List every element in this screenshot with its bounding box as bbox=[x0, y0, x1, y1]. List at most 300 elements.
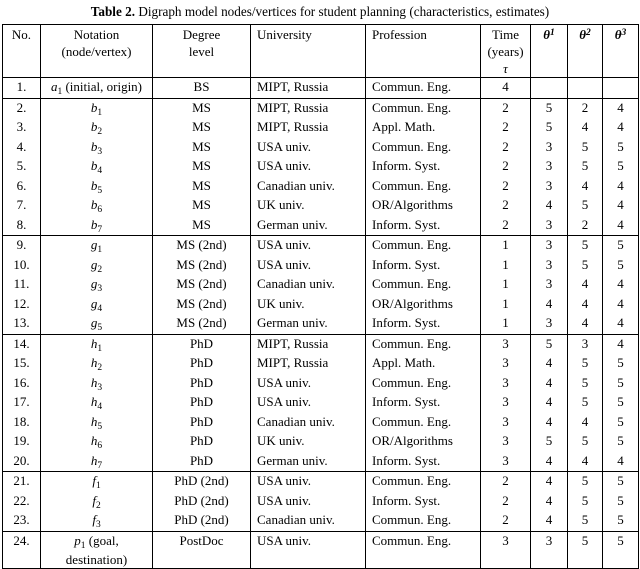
cell-degree-level: MS (2nd) bbox=[153, 236, 251, 256]
cell-time: 2 bbox=[481, 472, 531, 492]
cell-theta1: 4 bbox=[531, 413, 568, 433]
cell-profession: Inform. Syst. bbox=[366, 157, 481, 177]
cell-theta3: 4 bbox=[603, 275, 639, 295]
cell-theta1: 4 bbox=[531, 354, 568, 374]
cell-degree-level: PhD bbox=[153, 334, 251, 354]
cell-profession: Inform. Syst. bbox=[366, 256, 481, 276]
node-symbol: h bbox=[90, 433, 98, 448]
cell-degree-level: MS bbox=[153, 138, 251, 158]
cell-theta1: 3 bbox=[531, 216, 568, 236]
node-subscript: 2 bbox=[95, 500, 101, 511]
cell-no: 10. bbox=[3, 256, 41, 276]
theta1-sup: 1 bbox=[550, 28, 555, 38]
cell-profession: OR/Algorithms bbox=[366, 295, 481, 315]
cell-theta3: 5 bbox=[603, 472, 639, 492]
table-row bbox=[3, 295, 639, 315]
cell-profession: Commun. Eng. bbox=[366, 138, 481, 158]
cell-degree-level: MS (2nd) bbox=[153, 314, 251, 334]
table-row bbox=[3, 492, 639, 512]
cell-theta3: 5 bbox=[603, 138, 639, 158]
table-body bbox=[3, 78, 639, 569]
cell-notation bbox=[41, 177, 153, 197]
cell-theta3: 5 bbox=[603, 157, 639, 177]
cell-degree-level: MS bbox=[153, 216, 251, 236]
node-subscript: 2 bbox=[97, 264, 103, 275]
cell-theta2: 4 bbox=[568, 295, 603, 315]
cell-theta1: 4 bbox=[531, 511, 568, 531]
cell-profession: Inform. Syst. bbox=[366, 492, 481, 512]
node-subscript: 3 bbox=[97, 382, 103, 393]
cell-university: USA univ. bbox=[251, 531, 366, 569]
cell-degree-level: BS bbox=[153, 78, 251, 99]
node-subscript: 1 bbox=[97, 343, 103, 354]
cell-profession: Commun. Eng. bbox=[366, 472, 481, 492]
cell-theta3: 5 bbox=[603, 413, 639, 433]
cell-theta3: 4 bbox=[603, 177, 639, 197]
node-subscript: 1 bbox=[97, 245, 103, 255]
cell-time: 1 bbox=[481, 236, 531, 256]
cell-time: 3 bbox=[481, 393, 531, 413]
cell-profession: Commun. Eng. bbox=[366, 98, 481, 118]
node-subscript: 3 bbox=[95, 520, 101, 530]
cell-time: 3 bbox=[481, 452, 531, 472]
cell-university: German univ. bbox=[251, 452, 366, 472]
cell-theta1: 5 bbox=[531, 98, 568, 118]
cell-theta2: 5 bbox=[568, 472, 603, 492]
header-degree-line1: Degree bbox=[182, 27, 221, 42]
table-row bbox=[3, 393, 639, 413]
node-symbol: f bbox=[92, 492, 96, 508]
cell-theta2: 5 bbox=[568, 236, 603, 256]
cell-theta3: 5 bbox=[603, 354, 639, 374]
cell-time: 3 bbox=[481, 413, 531, 433]
cell-degree-level: PhD bbox=[153, 393, 251, 413]
table-caption bbox=[2, 4, 638, 20]
cell-notation bbox=[41, 432, 153, 452]
header-notation bbox=[41, 25, 153, 78]
theta-symbol: θ bbox=[614, 27, 622, 42]
cell-theta2: 4 bbox=[568, 452, 603, 472]
cell-profession: Inform. Syst. bbox=[366, 314, 481, 334]
cell-university: USA univ. bbox=[251, 256, 366, 276]
cell-theta2: 4 bbox=[568, 177, 603, 197]
cell-theta2: 5 bbox=[568, 256, 603, 276]
node-subscript: 2 bbox=[97, 127, 103, 137]
cell-profession: Commun. Eng. bbox=[366, 374, 481, 394]
cell-theta3: 4 bbox=[603, 118, 639, 138]
header-degree-line2: level bbox=[188, 44, 215, 59]
node-symbol: g bbox=[90, 295, 98, 311]
table-caption-text: Digraph model nodes/vertices for student planning (characteristics, estimates) bbox=[135, 4, 550, 19]
table-row bbox=[3, 374, 639, 394]
cell-degree-level: PhD bbox=[153, 432, 251, 452]
table-row bbox=[3, 177, 639, 197]
cell-theta2: 5 bbox=[568, 138, 603, 158]
cell-theta3: 5 bbox=[603, 374, 639, 394]
node-subscript: 3 bbox=[97, 146, 103, 157]
table-row bbox=[3, 196, 639, 216]
cell-no: 11. bbox=[3, 275, 41, 295]
cell-theta1: 4 bbox=[531, 196, 568, 216]
cell-notation bbox=[41, 118, 153, 138]
cell-theta3: 4 bbox=[603, 295, 639, 315]
cell-time: 3 bbox=[481, 374, 531, 394]
header-theta3 bbox=[603, 25, 639, 78]
node-symbol: b bbox=[90, 197, 98, 212]
cell-university: UK univ. bbox=[251, 295, 366, 315]
cell-notation bbox=[41, 314, 153, 334]
header-degree-level bbox=[153, 25, 251, 78]
cell-notation bbox=[41, 138, 153, 158]
cell-university: USA univ. bbox=[251, 157, 366, 177]
node-subscript: 1 bbox=[95, 481, 101, 491]
cell-time: 1 bbox=[481, 295, 531, 315]
cell-theta2: 3 bbox=[568, 334, 603, 354]
header-no-label: No. bbox=[11, 27, 32, 42]
cell-time: 2 bbox=[481, 196, 531, 216]
cell-degree-level: MS (2nd) bbox=[153, 275, 251, 295]
cell-theta1: 5 bbox=[531, 432, 568, 452]
cell-profession: Commun. Eng. bbox=[366, 334, 481, 354]
header-university-label: University bbox=[257, 27, 312, 42]
cell-university: Canadian univ. bbox=[251, 177, 366, 197]
cell-theta3: 4 bbox=[603, 334, 639, 354]
cell-theta2: 4 bbox=[568, 314, 603, 334]
cell-profession: Commun. Eng. bbox=[366, 236, 481, 256]
header-profession-label: Profession bbox=[372, 27, 427, 42]
table-row bbox=[3, 413, 639, 433]
node-symbol: b bbox=[90, 216, 98, 232]
cell-theta2: 5 bbox=[568, 393, 603, 413]
cell-theta1: 3 bbox=[531, 314, 568, 334]
cell-notation bbox=[41, 374, 153, 394]
node-symbol: b bbox=[90, 119, 98, 134]
cell-time: 1 bbox=[481, 314, 531, 334]
node-symbol: b bbox=[90, 99, 98, 115]
cell-no: 17. bbox=[3, 393, 41, 413]
table-row bbox=[3, 275, 639, 295]
node-subscript: 2 bbox=[97, 363, 103, 373]
cell-degree-level: PostDoc bbox=[153, 531, 251, 569]
cell-time: 3 bbox=[481, 334, 531, 354]
table-row bbox=[3, 314, 639, 334]
table-row bbox=[3, 236, 639, 256]
cell-no: 2. bbox=[3, 98, 41, 118]
cell-time: 3 bbox=[481, 354, 531, 374]
cell-theta2: 5 bbox=[568, 196, 603, 216]
cell-notation bbox=[41, 196, 153, 216]
cell-profession: OR/Algorithms bbox=[366, 432, 481, 452]
header-notation-line2: (node/vertex) bbox=[61, 44, 132, 59]
cell-degree-level: PhD bbox=[153, 354, 251, 374]
node-symbol: g bbox=[90, 237, 98, 252]
table-row bbox=[3, 334, 639, 354]
table-row bbox=[3, 472, 639, 492]
table-row bbox=[3, 354, 639, 374]
cell-profession: Inform. Syst. bbox=[366, 216, 481, 236]
cell-university: USA univ. bbox=[251, 472, 366, 492]
cell-profession: Commun. Eng. bbox=[366, 511, 481, 531]
cell-notation bbox=[41, 236, 153, 256]
cell-degree-level: MS bbox=[153, 177, 251, 197]
cell-no: 19. bbox=[3, 432, 41, 452]
cell-university: UK univ. bbox=[251, 196, 366, 216]
cell-university: USA univ. bbox=[251, 492, 366, 512]
cell-time: 2 bbox=[481, 177, 531, 197]
cell-theta2 bbox=[568, 78, 603, 99]
cell-theta1: 3 bbox=[531, 275, 568, 295]
cell-profession: Commun. Eng. bbox=[366, 177, 481, 197]
cell-no: 24. bbox=[3, 531, 41, 569]
cell-notation bbox=[41, 354, 153, 374]
cell-theta2: 5 bbox=[568, 157, 603, 177]
cell-university: Canadian univ. bbox=[251, 413, 366, 433]
cell-notation bbox=[41, 157, 153, 177]
cell-notation bbox=[41, 275, 153, 295]
cell-theta3: 4 bbox=[603, 196, 639, 216]
cell-theta3: 5 bbox=[603, 256, 639, 276]
node-symbol: h bbox=[90, 413, 98, 429]
cell-theta2: 4 bbox=[568, 275, 603, 295]
cell-no: 22. bbox=[3, 492, 41, 512]
node-symbol: f bbox=[92, 512, 96, 527]
cell-no: 16. bbox=[3, 374, 41, 394]
cell-time: 2 bbox=[481, 118, 531, 138]
cell-notation bbox=[41, 393, 153, 413]
cell-profession: Inform. Syst. bbox=[366, 393, 481, 413]
cell-theta2: 5 bbox=[568, 511, 603, 531]
cell-time: 3 bbox=[481, 531, 531, 569]
cell-theta1: 4 bbox=[531, 492, 568, 512]
node-symbol: p bbox=[74, 532, 81, 548]
cell-university: USA univ. bbox=[251, 236, 366, 256]
cell-profession: Commun. Eng. bbox=[366, 413, 481, 433]
cell-time: 2 bbox=[481, 216, 531, 236]
node-symbol: h bbox=[90, 374, 98, 390]
cell-university: German univ. bbox=[251, 314, 366, 334]
node-subscript: 1 bbox=[97, 107, 103, 118]
cell-theta2: 2 bbox=[568, 98, 603, 118]
cell-profession: Commun. Eng. bbox=[366, 531, 481, 569]
node-subscript: 6 bbox=[97, 441, 103, 451]
cell-theta1: 3 bbox=[531, 236, 568, 256]
cell-theta3 bbox=[603, 78, 639, 99]
cell-theta3: 4 bbox=[603, 452, 639, 472]
cell-university: Canadian univ. bbox=[251, 275, 366, 295]
cell-theta2: 5 bbox=[568, 374, 603, 394]
cell-time: 2 bbox=[481, 492, 531, 512]
cell-notation bbox=[41, 472, 153, 492]
cell-theta2: 5 bbox=[568, 492, 603, 512]
cell-theta2: 4 bbox=[568, 118, 603, 138]
node-symbol: g bbox=[90, 276, 98, 291]
cell-theta1: 4 bbox=[531, 393, 568, 413]
cell-theta2: 5 bbox=[568, 432, 603, 452]
cell-theta2: 4 bbox=[568, 413, 603, 433]
cell-notation bbox=[41, 511, 153, 531]
header-row bbox=[3, 25, 639, 78]
table-caption-label: Table 2. bbox=[90, 4, 136, 19]
cell-time: 1 bbox=[481, 256, 531, 276]
node-subscript: 4 bbox=[97, 402, 103, 412]
cell-theta3: 5 bbox=[603, 531, 639, 569]
cell-degree-level: MS bbox=[153, 118, 251, 138]
node-symbol: h bbox=[90, 394, 98, 409]
cell-notation bbox=[41, 452, 153, 472]
cell-no: 20. bbox=[3, 452, 41, 472]
node-symbol: a bbox=[50, 79, 58, 94]
cell-time: 2 bbox=[481, 98, 531, 118]
table-row bbox=[3, 256, 639, 276]
cell-notation bbox=[41, 334, 153, 354]
table-row bbox=[3, 452, 639, 472]
cell-theta1: 5 bbox=[531, 334, 568, 354]
cell-university: USA univ. bbox=[251, 138, 366, 158]
cell-theta3: 4 bbox=[603, 98, 639, 118]
cell-theta1: 3 bbox=[531, 138, 568, 158]
cell-no: 3. bbox=[3, 118, 41, 138]
cell-time: 3 bbox=[481, 432, 531, 452]
table-row bbox=[3, 118, 639, 138]
cell-no: 14. bbox=[3, 334, 41, 354]
cell-university: MIPT, Russia bbox=[251, 334, 366, 354]
cell-theta3: 5 bbox=[603, 393, 639, 413]
cell-theta2: 2 bbox=[568, 216, 603, 236]
cell-notation: $a_1$ (initial, origin) bbox=[41, 78, 153, 99]
node-symbol: b bbox=[90, 158, 98, 173]
node-subscript: 4 bbox=[97, 303, 103, 314]
cell-no: 15. bbox=[3, 354, 41, 374]
theta2-sup: 2 bbox=[586, 28, 591, 38]
node-symbol: h bbox=[90, 355, 98, 370]
cell-profession: Inform. Syst. bbox=[366, 452, 481, 472]
table-row bbox=[3, 157, 639, 177]
header-time bbox=[481, 25, 531, 78]
cell-theta1: 3 bbox=[531, 256, 568, 276]
header-theta1 bbox=[531, 25, 568, 78]
cell-no: 18. bbox=[3, 413, 41, 433]
cell-university: Canadian univ. bbox=[251, 511, 366, 531]
cell-notation bbox=[41, 216, 153, 236]
header-profession bbox=[366, 25, 481, 78]
cell-theta3: 5 bbox=[603, 492, 639, 512]
node-symbol: g bbox=[90, 315, 98, 330]
cell-theta3: 4 bbox=[603, 216, 639, 236]
cell-theta3: 5 bbox=[603, 432, 639, 452]
cell-time: 1 bbox=[481, 275, 531, 295]
cell-no: 23. bbox=[3, 511, 41, 531]
node-symbol: b bbox=[90, 177, 98, 193]
node-symbol: g bbox=[90, 256, 98, 272]
cell-degree-level: MS bbox=[153, 157, 251, 177]
table-row bbox=[3, 78, 639, 99]
node-subscript: 5 bbox=[97, 185, 103, 196]
node-subscript: 4 bbox=[97, 166, 103, 176]
cell-profession: Commun. Eng. bbox=[366, 78, 481, 99]
cell-university: MIPT, Russia bbox=[251, 118, 366, 138]
cell-university: MIPT, Russia bbox=[251, 78, 366, 99]
cell-no: 5. bbox=[3, 157, 41, 177]
cell-notation bbox=[41, 295, 153, 315]
cell-theta2: 5 bbox=[568, 354, 603, 374]
header-university bbox=[251, 25, 366, 78]
cell-no: 13. bbox=[3, 314, 41, 334]
node-subscript: 7 bbox=[97, 460, 103, 471]
cell-no: 4. bbox=[3, 138, 41, 158]
cell-university: MIPT, Russia bbox=[251, 98, 366, 118]
cell-theta1: 3 bbox=[531, 177, 568, 197]
header-notation-line1: Notation bbox=[73, 27, 120, 42]
theta-symbol: θ bbox=[543, 27, 550, 42]
cell-profession: Appl. Math. bbox=[366, 354, 481, 374]
cell-university: USA univ. bbox=[251, 374, 366, 394]
cell-theta1: 3 bbox=[531, 157, 568, 177]
table-row bbox=[3, 98, 639, 118]
cell-degree-level: PhD (2nd) bbox=[153, 511, 251, 531]
cell-theta1 bbox=[531, 78, 568, 99]
cell-no: 12. bbox=[3, 295, 41, 315]
cell-theta1: 4 bbox=[531, 295, 568, 315]
table-row bbox=[3, 511, 639, 531]
cell-time: 2 bbox=[481, 511, 531, 531]
cell-degree-level: PhD (2nd) bbox=[153, 492, 251, 512]
cell-degree-level: PhD bbox=[153, 374, 251, 394]
cell-profession: Appl. Math. bbox=[366, 118, 481, 138]
cell-degree-level: PhD bbox=[153, 413, 251, 433]
cell-degree-level: PhD (2nd) bbox=[153, 472, 251, 492]
cell-theta3: 4 bbox=[603, 314, 639, 334]
cell-no: 7. bbox=[3, 196, 41, 216]
cell-profession: Commun. Eng. bbox=[366, 275, 481, 295]
cell-time: 4 bbox=[481, 78, 531, 99]
cell-theta1: 4 bbox=[531, 472, 568, 492]
cell-time: 2 bbox=[481, 157, 531, 177]
cell-no: 6. bbox=[3, 177, 41, 197]
node-subscript: 5 bbox=[97, 323, 103, 333]
cell-theta1: 3 bbox=[531, 531, 568, 569]
cell-notation bbox=[41, 98, 153, 118]
cell-degree-level: MS (2nd) bbox=[153, 256, 251, 276]
cell-theta2: 5 bbox=[568, 531, 603, 569]
cell-notation: $p_1$ (goal, destination) bbox=[41, 531, 153, 569]
cell-theta1: 5 bbox=[531, 118, 568, 138]
cell-degree-level: MS bbox=[153, 98, 251, 118]
node-subscript: 3 bbox=[97, 284, 103, 294]
table-row bbox=[3, 216, 639, 236]
header-time-line2: (years) bbox=[487, 44, 524, 59]
node-subscript: 5 bbox=[97, 421, 103, 432]
node-subscript: 6 bbox=[97, 205, 103, 215]
cell-time: 2 bbox=[481, 138, 531, 158]
theta3-sup: 3 bbox=[621, 28, 627, 38]
cell-theta3: 5 bbox=[603, 236, 639, 256]
cell-notation bbox=[41, 492, 153, 512]
node-symbol: h bbox=[90, 335, 98, 351]
node-subscript: 1 bbox=[80, 540, 86, 551]
node-symbol: f bbox=[92, 473, 96, 488]
cell-no: 21. bbox=[3, 472, 41, 492]
header-no bbox=[3, 25, 41, 78]
digraph-nodes-table bbox=[2, 24, 639, 569]
node-subscript: 1 bbox=[57, 87, 63, 97]
header-time-line1: Time bbox=[492, 27, 519, 42]
cell-theta1: 4 bbox=[531, 374, 568, 394]
node-symbol: b bbox=[90, 138, 98, 154]
cell-profession: OR/Algorithms bbox=[366, 196, 481, 216]
cell-university: USA univ. bbox=[251, 393, 366, 413]
cell-degree-level: MS bbox=[153, 196, 251, 216]
cell-no: 1. bbox=[3, 78, 41, 99]
